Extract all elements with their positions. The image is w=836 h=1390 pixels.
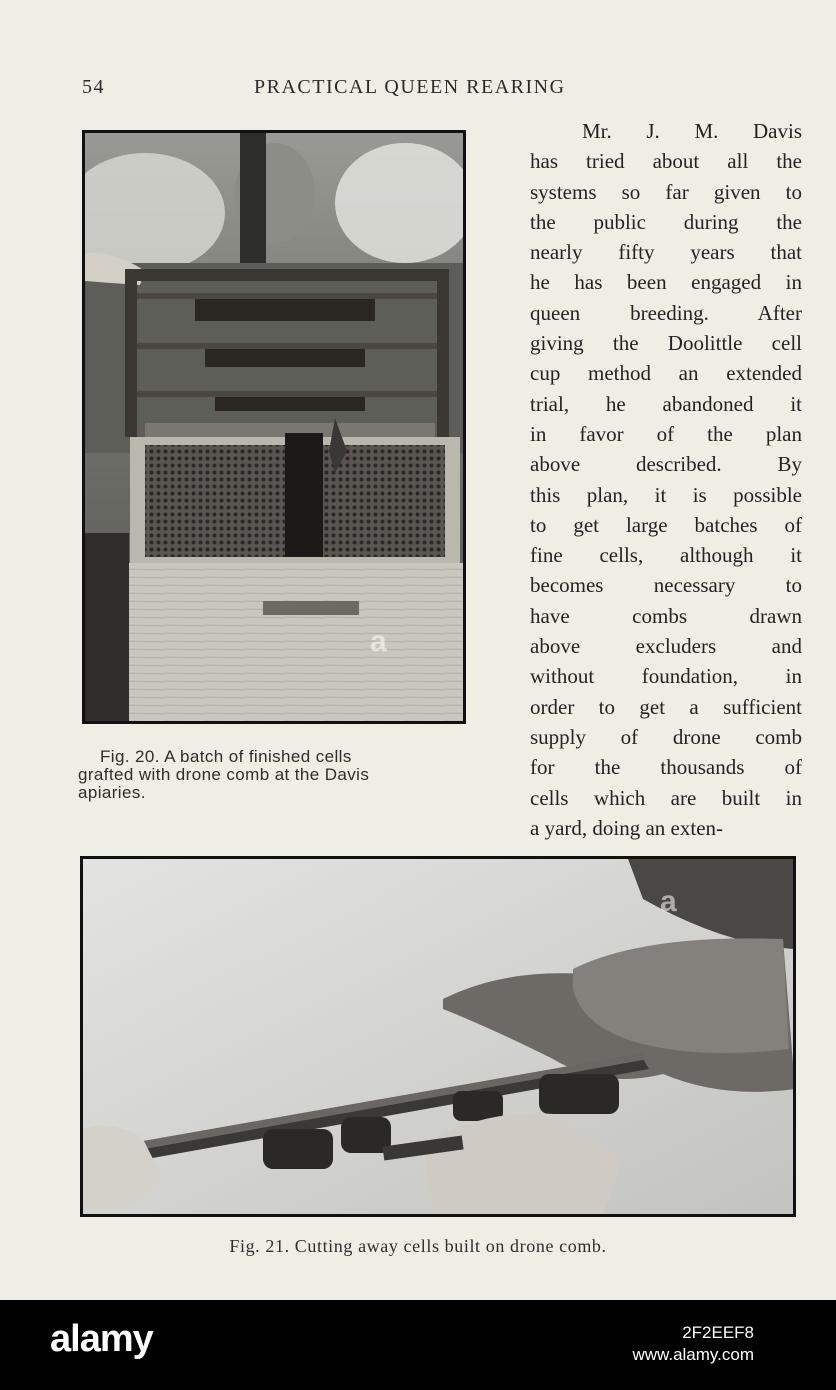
- text-line: above excluders and: [530, 634, 802, 659]
- watermark-overlay-mark: a: [370, 625, 387, 658]
- text-line: this plan, it is possible: [530, 482, 802, 507]
- site-url: www.alamy.com: [632, 1345, 754, 1364]
- hive-frame-illustration: [85, 133, 463, 721]
- text-line: for the thousands of: [530, 755, 802, 780]
- text-line: cells which are built in: [530, 785, 802, 810]
- text-line: order to get a sufficient: [530, 694, 802, 719]
- stock-watermark-bar: [0, 1300, 836, 1390]
- text-line: he has been engaged in: [530, 270, 802, 295]
- text-line: have combs drawn: [530, 603, 802, 628]
- text-line: fine cells, although it: [530, 543, 802, 568]
- figure-20-caption-line: Fig. 20. A batch of finished cells: [100, 747, 352, 766]
- figure-20-caption-line: apiaries.: [78, 783, 146, 802]
- text-line: cup method an extended: [530, 361, 802, 386]
- text-line: without foundation, in: [530, 664, 802, 689]
- text-line: nearly fifty years that: [530, 240, 802, 265]
- alamy-logo: alamy: [50, 1318, 153, 1360]
- text-line: has tried about all the: [530, 149, 802, 174]
- text-line: Mr. J. M. Davis: [582, 119, 802, 143]
- cell-bar-illustration: [83, 859, 793, 1214]
- page-number: 54: [82, 76, 105, 98]
- text-line: the public during the: [530, 209, 802, 234]
- text-line: queen breeding. After: [530, 300, 802, 325]
- image-id: 2F2EEF8: [682, 1323, 754, 1342]
- text-line: in favor of the plan: [530, 421, 802, 446]
- text-line: giving the Doolittle cell: [530, 331, 802, 356]
- text-line: supply of drone comb: [530, 724, 802, 749]
- figure-21-photo: [80, 856, 796, 1217]
- image-id-block: [632, 1322, 754, 1366]
- page-header: [0, 76, 836, 100]
- figure-20-caption-line: grafted with drone comb at the Davis: [78, 765, 370, 784]
- text-line: to get large batches of: [530, 512, 802, 537]
- text-line: becomes necessary to: [530, 573, 802, 598]
- figure-20-caption: [78, 748, 470, 802]
- text-line: trial, he abandoned it: [530, 391, 802, 416]
- running-title: PRACTICAL QUEEN REARING: [254, 76, 566, 98]
- text-line: a yard, doing an exten-: [530, 815, 724, 840]
- figure-21-caption: Fig. 21. Cutting away cells built on drone comb.: [229, 1236, 607, 1256]
- body-paragraph: [530, 116, 802, 843]
- watermark-overlay-mark: a: [660, 885, 677, 918]
- text-line: above described. By: [530, 452, 802, 477]
- text-line: systems so far given to: [530, 179, 802, 204]
- figure-20-photo: [82, 130, 466, 724]
